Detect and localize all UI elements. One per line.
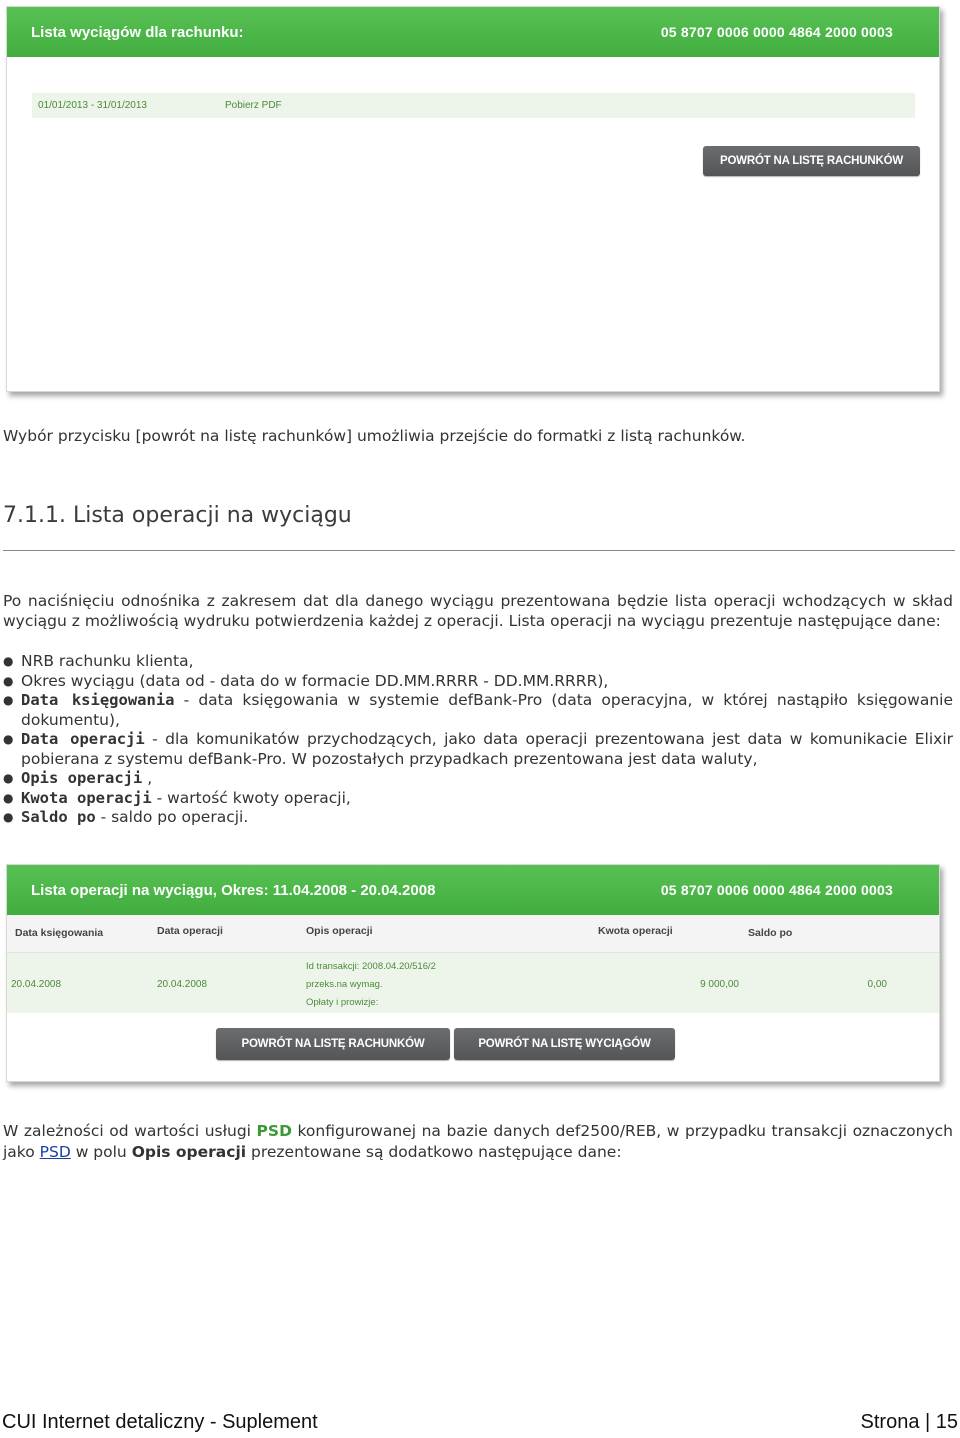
column-header-booking-date[interactable]: Data księgowania <box>15 927 104 939</box>
footer-left: CUI Internet detaliczny - Suplement <box>2 1411 318 1433</box>
psd-link[interactable]: PSD <box>39 1143 71 1161</box>
amount-cell: 9 000,00 <box>700 979 739 990</box>
statements-panel-header <box>7 7 939 57</box>
balance-cell: 0,00 <box>867 979 887 990</box>
list-item: ● NRB rachunku klienta, <box>3 652 194 670</box>
description-line: Id transakcji: 2008.04.20/516/2 <box>306 961 436 972</box>
field-name: Opis operacji <box>131 1143 247 1161</box>
account-number: 05 8707 0006 0000 4864 2000 0003 <box>660 882 893 898</box>
list-item: ● Saldo po - saldo po operacji. <box>3 808 249 826</box>
back-to-accounts-button[interactable]: POWRÓT NA LISTĘ RACHUNKÓW <box>703 146 920 176</box>
psd-paragraph: W zależności od wartości usługi PSD konfigurowanej na bazie danych def2500/REB, w przypadku transakcji oznaczonych jako PSD w polu Opis operacji prezentowane są dodatkowo następujące dane: <box>3 1122 953 1161</box>
table-header <box>7 915 939 953</box>
description-line: Opłaty i prowizje: <box>306 997 379 1008</box>
back-to-statements-button[interactable]: POWRÓT NA LISTĘ WYCIĄGÓW <box>454 1028 675 1060</box>
description-line: przeks.na wymag. <box>306 979 383 990</box>
download-pdf-link[interactable]: Pobierz PDF <box>224 100 282 111</box>
list-item: ● Data księgowania - data księgowania w systemie defBank-Pro (data operacyjna, w której nastąpiło księgowanie dokumentu), <box>3 691 953 729</box>
statement-date-range-link[interactable]: 01/01/2013 - 31/01/2013 <box>38 100 147 111</box>
section-heading: 7.1.1. Lista operacji na wyciągu <box>3 503 352 528</box>
statements-panel <box>6 6 940 392</box>
column-header-balance[interactable]: Saldo po <box>748 927 793 939</box>
operations-panel <box>6 864 940 1082</box>
operation-date-cell: 20.04.2008 <box>157 979 208 990</box>
booking-date-cell: 20.04.2008 <box>11 979 62 990</box>
heading-rule <box>3 550 955 551</box>
table-row[interactable] <box>7 953 939 1013</box>
column-header-description[interactable]: Opis operacji <box>306 925 373 937</box>
footer-page-number: Strona | 15 <box>860 1411 958 1433</box>
column-header-amount[interactable]: Kwota operacji <box>598 925 673 937</box>
account-number: 05 8707 0006 0000 4864 2000 0003 <box>660 24 893 40</box>
list-item: ● Data operacji - dla komunikatów przychodzących, jako data operacji prezentowana jest data w komunikacie Elixir pobierana z systemu defBank-Pro. W pozostałych przypadkach prezentowana jest data waluty, <box>3 730 953 768</box>
back-to-accounts-button[interactable]: POWRÓT NA LISTĘ RACHUNKÓW <box>216 1028 450 1060</box>
statement-row <box>32 93 915 118</box>
section-paragraph: Po naciśnięciu odnośnika z zakresem dat dla danego wyciągu prezentowana będzie lista operacji wchodzących w skład wyciągu z możliwością wydruku potwierdzenia każdej z operacji. Lista operacji na wyciągu prezentuje następujące dane: <box>3 592 953 630</box>
intro-text: Wybór przycisku [powrót na listę rachunków] umożliwia przejście do formatki z listą rachunków. <box>3 427 746 445</box>
psd-term: PSD <box>256 1122 292 1140</box>
operations-panel-title: Lista operacji na wyciągu, Okres: 11.04.2008 - 20.04.2008 <box>31 881 436 899</box>
data-fields-list <box>3 652 953 828</box>
list-item: ● Kwota operacji - wartość kwoty operacji, <box>3 788 351 807</box>
column-header-operation-date[interactable]: Data operacji <box>157 925 223 937</box>
list-item: ● Opis operacji , <box>3 769 153 787</box>
statements-panel-title: Lista wyciągów dla rachunku: <box>31 23 244 41</box>
operations-panel-header <box>7 865 939 915</box>
list-item: ● Okres wyciągu (data od - data do w formacie DD.MM.RRRR - DD.MM.RRRR), <box>3 671 609 690</box>
